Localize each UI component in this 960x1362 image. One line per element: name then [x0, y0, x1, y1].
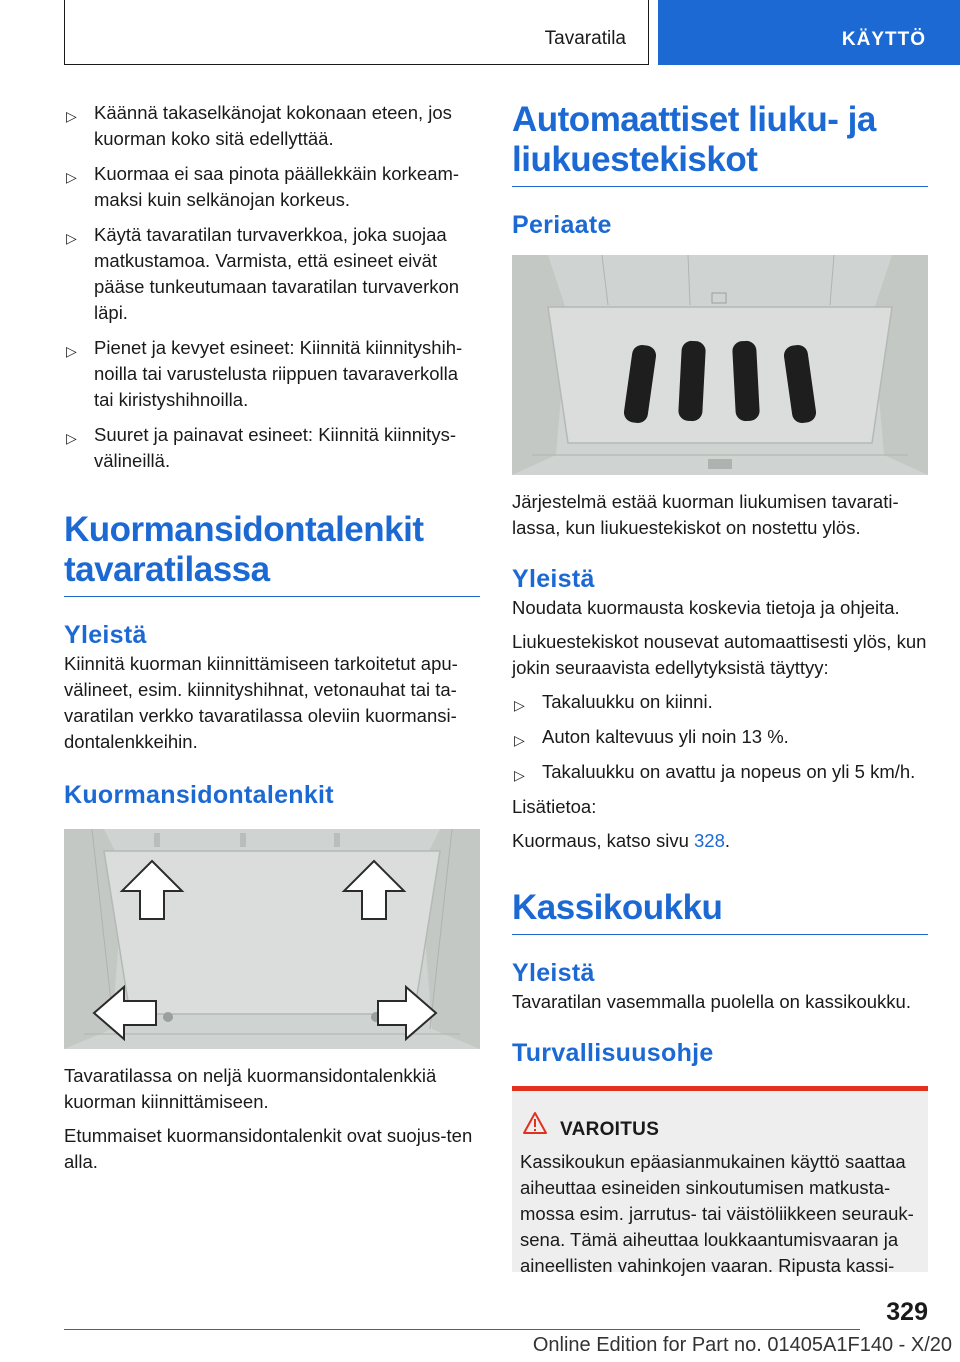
list-item: ▷ Takaluukku on kiinni. — [512, 689, 928, 715]
page-number: 329 — [886, 1298, 928, 1326]
list-item: ▷ Kuormaa ei saa pinota päällekkäin korkeam-maksi kuin selkänojan korkeus. — [66, 163, 460, 210]
list-item: ▷ Takaluukku on avattu ja nopeus on yli 5 km/h. — [512, 759, 928, 785]
general-heading: Yleistä — [64, 621, 147, 649]
triangle-bullet-icon: ▷ — [66, 430, 77, 446]
rails-general-text-2: Liukuestekiskot nousevat automaattisesti ylös, kun jokin seuraavista edellytyksistä täyttyy: — [512, 631, 927, 678]
header-section-title: Tavaratila — [544, 28, 626, 49]
triangle-bullet-icon: ▷ — [66, 343, 77, 359]
header-chapter-tab — [658, 0, 960, 65]
page-reference-link[interactable]: 328 — [694, 830, 725, 851]
general-text: Kiinnitä kuorman kiinnittämiseen tarkoitetut apu-välineet, esim. kiinnityshihnat, vetonauhat tai ta-varatilan verkko tavaratilassa oleviin kuormansi-dontalenkkeihin. — [64, 653, 458, 752]
left-column — [64, 100, 480, 1175]
triangle-bullet-icon: ▷ — [514, 697, 525, 713]
footer-divider — [64, 1329, 860, 1330]
triangle-bullet-icon: ▷ — [66, 230, 77, 246]
section-title-tie-down-rings: Kuormansidontalenkit tavaratilassa — [64, 510, 480, 597]
caption-text-1: Tavaratilassa on neljä kuormansidontalenkkiä kuorman kiinnittämiseen. — [64, 1065, 437, 1112]
list-item: ▷ Suuret ja painavat esineet: Kiinnitä kiinnitys-välineillä. — [66, 424, 456, 471]
more-info-line: Kuormaus, katso sivu 328. — [512, 830, 731, 851]
triangle-bullet-icon: ▷ — [66, 169, 77, 185]
more-info-label: Lisätietoa: — [512, 796, 597, 817]
caption-text-2: Etummaiset kuormansidontalenkit ovat suojus-ten alla. — [64, 1125, 473, 1172]
rails-general-text-1: Noudata kuormausta koskevia tietoja ja ohjeita. — [512, 597, 900, 618]
warning-text: Kassikoukun epäasianmukainen käyttö saattaa aiheuttaa esineiden sinkoutumisen matkusta-mossa esim. jarrutus- tai väistöliikkeen seurauk-sena. Tämä aiheuttaa loukkaantumisvaaran ja aineellisten vahinkojen vaaran. Ripusta kassi- — [520, 1151, 914, 1276]
hook-general-heading: Yleistä — [512, 959, 595, 987]
list-item: ▷ Käännä takaselkänojat kokonaan eteen, jos kuorman koko sitä edellyttää. — [66, 102, 452, 149]
principle-text: Järjestelmä estää kuorman liukumisen tavarati-lassa, kun liukuestekiskot on nostettu ylös. — [512, 491, 899, 538]
footer-edition: Online Edition for Part no. 01405A1F140 - X/20 — [532, 1334, 952, 1356]
list-item: ▷ Käytä tavaratilan turvaverkkoa, joka suojaa matkustamoa. Varmista, että esineet eivät pääse tunkeutumaan tavaratilan turvaverkon läpi. — [66, 224, 460, 323]
warning-triangle-icon — [522, 1111, 548, 1135]
header-chapter-title: KÄYTTÖ — [841, 29, 926, 50]
triangle-bullet-icon: ▷ — [66, 108, 77, 124]
warning-title: VAROITUS — [560, 1119, 660, 1140]
rails-general-heading: Yleistä — [512, 565, 595, 593]
hook-general-text: Tavaratilan vasemmalla puolella on kassikoukku. — [512, 991, 911, 1012]
list-item: ▷ Auton kaltevuus yli noin 13 %. — [512, 724, 928, 750]
cargo-floor-illustration — [64, 829, 480, 1049]
tie-down-rings-heading: Kuormansidontalenkit — [64, 781, 334, 809]
section-title-bag-hook: Kassikoukku — [512, 888, 928, 935]
section-title-anti-slip-rails: Automaattiset liuku- ja liukuestekiskot — [512, 100, 928, 187]
anti-slip-rails-image — [512, 255, 928, 475]
header-section-box — [64, 0, 649, 65]
right-column — [512, 100, 928, 1069]
list-item: ▷ Pienet ja kevyet esineet: Kiinnitä kiinnityshih-noilla tai varustelusta riippuen tavaraverkolla tai kiristyshihnoilla. — [66, 337, 463, 410]
triangle-bullet-icon: ▷ — [514, 767, 525, 783]
cargo-area-tie-down-image — [64, 829, 480, 1049]
triangle-bullet-icon: ▷ — [514, 732, 525, 748]
rails-illustration — [512, 255, 928, 475]
warning-box — [512, 1086, 928, 1276]
principle-heading: Periaate — [512, 211, 612, 239]
safety-heading: Turvallisuusohje — [512, 1039, 714, 1067]
